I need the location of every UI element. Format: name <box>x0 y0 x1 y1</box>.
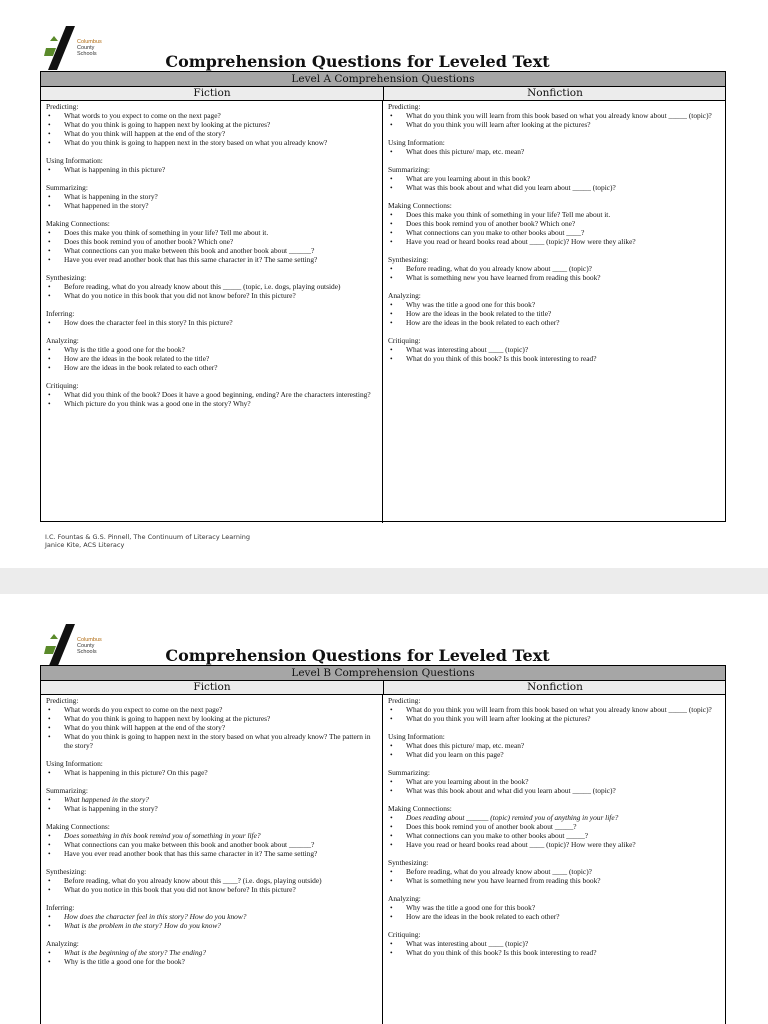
question-item: • What is something new you have learned from reading this book? <box>388 273 721 282</box>
column-headers <box>41 681 725 695</box>
question-item: • Why was the title a good one for this book? <box>388 300 721 309</box>
question-item: • What is happening in the story? <box>46 192 378 201</box>
section-heading: Making Connections: <box>388 804 452 813</box>
section-heading: Predicting: <box>388 696 421 705</box>
question-item: • Before reading, what do you already know about ____ (topic)? <box>388 867 721 876</box>
section-heading: Critiquing: <box>388 930 421 939</box>
column-headers <box>41 87 725 101</box>
questions-table <box>40 71 726 522</box>
table-body <box>41 101 725 523</box>
question-item: • What words do you expect to come on the next page? <box>46 705 378 714</box>
question-item: • What do you think you will learn from this book based on what you already know about _____ (topic)? <box>388 111 721 120</box>
section-heading: Using Information: <box>46 759 103 768</box>
question-item: • What was this book about and what did you learn about _____ (topic)? <box>388 183 721 192</box>
question-item: • What did you think of the book? Does it have a good beginning, ending? Are the characters interesting? <box>46 390 378 399</box>
question-section <box>46 336 378 372</box>
section-heading: Using Information: <box>388 138 445 147</box>
question-item: • What is something new you have learned from reading this book? <box>388 876 721 885</box>
question-section <box>388 894 721 921</box>
question-section <box>388 732 721 759</box>
question-section <box>46 102 378 147</box>
question-item: • What words to you expect to come on the next page? <box>46 111 378 120</box>
nonfiction-column <box>383 101 725 523</box>
question-section <box>388 768 721 795</box>
question-section <box>46 156 378 174</box>
question-item: • What connections can you make to other books about ____? <box>388 228 721 237</box>
question-item: • What do you notice in this book that you did not know before? In this picture? <box>46 885 378 894</box>
section-heading: Analyzing: <box>388 894 421 903</box>
question-item: • What do you think is going to happen next in the story based on what you already know? The pattern in the story? <box>46 732 378 750</box>
question-item: • Before reading, what do you already know about ____ (topic)? <box>388 264 721 273</box>
question-item: • What do you notice in this book that you did not know before? In this picture? <box>46 291 378 300</box>
question-item: • How are the ideas in the book related to each other? <box>388 318 721 327</box>
question-section <box>388 255 721 282</box>
question-item: • How does the character feel in this story? In this picture? <box>46 318 378 327</box>
section-heading: Summarizing: <box>46 786 88 795</box>
question-item: • What was interesting about ____ (topic)? <box>388 345 721 354</box>
table-body <box>41 695 725 1024</box>
question-item: • How are the ideas in the book related to each other? <box>46 363 378 372</box>
question-section <box>46 381 378 408</box>
question-item: • What connections can you make between this book and another book about ______? <box>46 246 378 255</box>
question-section <box>46 822 378 858</box>
question-item: • What do you think will happen at the end of the story? <box>46 723 378 732</box>
question-item: • How are the ideas in the book related to the title? <box>46 354 378 363</box>
question-item: • Have you ever read another book that has this same character in it? The same setting? <box>46 255 378 264</box>
question-item: • What does this picture/ map, etc. mean? <box>388 741 721 750</box>
section-heading: Summarizing: <box>388 768 430 777</box>
question-section <box>388 930 721 957</box>
question-item: • What connections can you make to other books about _____? <box>388 831 721 840</box>
question-item: • What do you think of this book? Is this book interesting to read? <box>388 354 721 363</box>
question-item: • What do you think you will learn after looking at the pictures? <box>388 714 721 723</box>
questions-table <box>40 665 726 1024</box>
question-section <box>46 183 378 210</box>
fiction-header: Fiction <box>41 87 384 100</box>
section-heading: Inferring: <box>46 309 75 318</box>
question-item: • Does this make you think of something in your life? Tell me about it. <box>388 210 721 219</box>
question-item: • Does this book remind you of another book? Which one? <box>388 219 721 228</box>
section-heading: Summarizing: <box>388 165 430 174</box>
question-item: • What do you think you will learn from this book based on what you already know about _____ (topic)? <box>388 705 721 714</box>
nonfiction-column <box>383 695 725 1024</box>
level-header: Level A Comprehension Questions <box>41 72 725 87</box>
question-item: • What is happening in this picture? On this page? <box>46 768 378 777</box>
section-heading: Synthesizing: <box>46 867 87 876</box>
question-item: • What was interesting about ____ (topic)? <box>388 939 721 948</box>
question-item: • How are the ideas in the book related to the title? <box>388 309 721 318</box>
section-heading: Making Connections: <box>46 219 110 228</box>
question-section <box>46 759 378 777</box>
question-item: • What happened in the story? <box>46 795 378 804</box>
section-heading: Predicting: <box>46 102 79 111</box>
question-section <box>388 696 721 723</box>
question-section <box>388 336 721 363</box>
section-heading: Inferring: <box>46 903 75 912</box>
question-section <box>388 138 721 156</box>
page-title: Comprehension Questions for Leveled Text <box>165 646 550 665</box>
question-item: • Before reading, what do you already know about this ____? (i.e. dogs, playing outside) <box>46 876 378 885</box>
question-item: • Why is the title a good one for the book? <box>46 345 378 354</box>
section-heading: Summarizing: <box>46 183 88 192</box>
question-section <box>46 309 378 327</box>
fiction-column <box>41 695 383 1024</box>
question-item: • Why was the title a good one for this book? <box>388 903 721 912</box>
section-heading: Analyzing: <box>46 939 79 948</box>
level-header: Level B Comprehension Questions <box>41 666 725 681</box>
question-section <box>46 273 378 300</box>
section-heading: Analyzing: <box>46 336 79 345</box>
question-item: • What is happening in this picture? <box>46 165 378 174</box>
question-item: • What connections can you make between this book and another book about ______? <box>46 840 378 849</box>
page-title: Comprehension Questions for Leveled Text <box>165 52 550 71</box>
logo-line-1: Columbus <box>77 39 102 45</box>
question-section <box>388 201 721 246</box>
question-item: • What did you learn on this page? <box>388 750 721 759</box>
question-item: • Which picture do you think was a good one in the story? Why? <box>46 399 378 408</box>
section-heading: Synthesizing: <box>388 255 429 264</box>
question-item: • What do you think will happen at the end of the story? <box>46 129 378 138</box>
question-section <box>46 903 378 930</box>
question-item: • Does something in this book remind you of something in your life? <box>46 831 378 840</box>
logo-line-1: Columbus <box>77 637 102 643</box>
question-item: • Have you read or heard books read about ____ (topic)? How were they alike? <box>388 237 721 246</box>
question-item: • What does this picture/ map, etc. mean? <box>388 147 721 156</box>
section-heading: Making Connections: <box>388 201 452 210</box>
question-item: • Does this book remind you of another book? Which one? <box>46 237 378 246</box>
citation-line-1: I.C. Fountas & G.S. Pinnell, The Continuum of Literacy Learning <box>45 533 250 541</box>
question-section <box>388 165 721 192</box>
fiction-header: Fiction <box>41 681 384 694</box>
section-heading: Using Information: <box>46 156 103 165</box>
question-section <box>46 219 378 264</box>
question-section <box>388 102 721 129</box>
question-item: • How are the ideas in the book related to each other? <box>388 912 721 921</box>
question-item: • What are you learning about in the book? <box>388 777 721 786</box>
question-section <box>46 786 378 813</box>
question-item: • What do you think of this book? Is this book interesting to read? <box>388 948 721 957</box>
question-item: • Does this make you think of something in your life? Tell me about it. <box>46 228 378 237</box>
question-item: • What was this book about and what did you learn about _____ (topic)? <box>388 786 721 795</box>
question-section <box>46 696 378 750</box>
fiction-column <box>41 101 383 523</box>
question-item: • What is happening in the story? <box>46 804 378 813</box>
question-item: • Have you ever read another book that has this same character in it? The same setting? <box>46 849 378 858</box>
section-heading: Using Information: <box>388 732 445 741</box>
question-item: • What do you think is going to happen next by looking at the pictures? <box>46 714 378 723</box>
section-heading: Synthesizing: <box>388 858 429 867</box>
question-item: • Why is the title a good one for the book? <box>46 957 378 966</box>
page-separator <box>0 568 768 594</box>
question-item: • Have you read or heard books read about ____ (topic)? How were they alike? <box>388 840 721 849</box>
logo-line-2: County Schools <box>77 643 97 655</box>
question-item: • Does this book remind you of another book about _____? <box>388 822 721 831</box>
question-section <box>46 867 378 894</box>
question-item: • What is the problem in the story? How do you know? <box>46 921 378 930</box>
section-heading: Predicting: <box>388 102 421 111</box>
question-item: • What is the beginning of the story? The ending? <box>46 948 378 957</box>
section-heading: Making Connections: <box>46 822 110 831</box>
section-heading: Synthesizing: <box>46 273 87 282</box>
section-heading: Predicting: <box>46 696 79 705</box>
question-section <box>388 291 721 327</box>
section-heading: Critiquing: <box>388 336 421 345</box>
question-item: • What do you think you will learn after looking at the pictures? <box>388 120 721 129</box>
citation-line-2: Janice Kite, ACS Literacy <box>45 541 125 549</box>
question-section <box>388 858 721 885</box>
section-heading: Analyzing: <box>388 291 421 300</box>
question-item: • Does reading about ______ (topic) remind you of anything in your life? <box>388 813 721 822</box>
question-item: • What do you think is going to happen next by looking at the pictures? <box>46 120 378 129</box>
question-item: • What do you think is going to happen next in the story based on what you already know? <box>46 138 378 147</box>
section-heading: Critiquing: <box>46 381 79 390</box>
nonfiction-header: Nonfiction <box>527 87 583 99</box>
nonfiction-header: Nonfiction <box>527 681 583 693</box>
question-section <box>46 939 378 966</box>
page-2 <box>0 594 768 1024</box>
logo-line-2: County Schools <box>77 45 97 57</box>
question-item: • What happened in the story? <box>46 201 378 210</box>
question-section <box>388 804 721 849</box>
question-item: • What are you learning about in this book? <box>388 174 721 183</box>
question-item: • How does the character feel in this story? How do you know? <box>46 912 378 921</box>
question-item: • Before reading, what do you already know about this _____ (topic, i.e. dogs, playing outside) <box>46 282 378 291</box>
